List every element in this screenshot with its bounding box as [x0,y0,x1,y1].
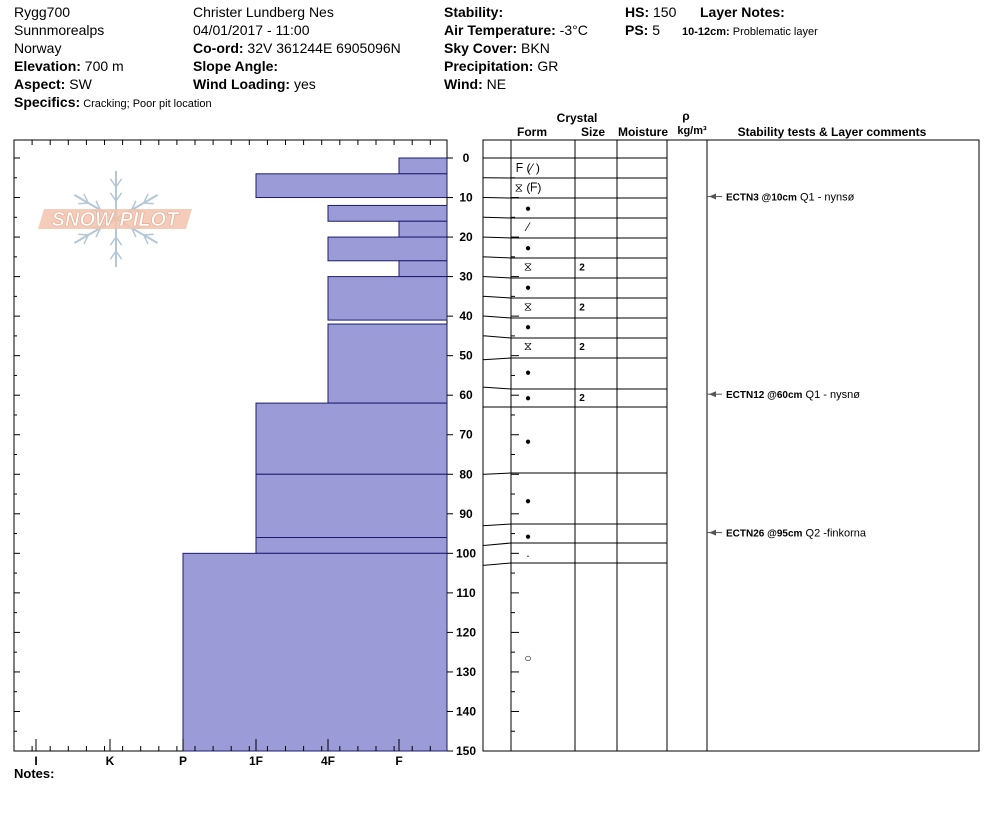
crystal-form-symbol: ᖴ (⁄ ) [516,160,540,175]
depth-tick-label: 120 [455,625,477,640]
header-field: Wind: NE [444,76,507,92]
rho-heading: ρ [682,109,690,123]
depth-tick-label: 150 [455,744,477,758]
crystal-form-symbol: ● [524,495,532,507]
hardness-bar [399,261,447,277]
hardness-bar [256,174,447,198]
hardness-bar [399,221,447,237]
comments-heading: Stability tests & Layer comments [737,125,927,139]
header-field: Co-ord: 32V 361244E 6905096N [193,40,401,56]
header-field: Slope Angle: [193,58,279,74]
layer-notes-label: Layer Notes: [700,4,785,20]
hardness-bar [183,553,447,751]
depth-tick-label: 0 [462,151,470,165]
depth-tick-label: 100 [455,546,477,561]
density-unit-heading: kg/m³ [677,125,707,137]
hardness-tick-label: I [34,754,38,768]
pit-header [14,4,818,110]
layer-connector [483,563,511,565]
layer-connector [483,257,511,258]
stability-test-label: ECTN3 @10cm Q1 - nynsø [726,191,855,204]
crystal-form-symbol: ⧖ [523,299,533,314]
crystal-form-symbol: ● [524,322,532,334]
crystal-form-symbol: · [526,548,530,563]
depth-tick-label: 20 [459,230,473,245]
hardness-bar [328,324,447,403]
depth-tick-label: 60 [459,388,473,403]
header-field: 04/01/2017 - 11:00 [193,22,310,38]
hardness-bar [256,474,447,537]
header-field: Norway [14,40,62,56]
header-field: Rygg700 [14,4,71,20]
hardness-bar [328,277,447,320]
hardness-bar [328,205,447,221]
moisture-heading: Moisture [617,125,669,139]
crystal-form-symbol: ⧖ [523,259,533,274]
test-pointer-arrow [709,391,716,397]
hardness-bar [256,403,447,474]
table-frame [483,140,979,751]
crystal-form-symbol: ○ [524,651,532,666]
layer-table [483,109,979,751]
depth-tick-label: 30 [459,269,473,284]
layer-note: 10-12cm: Problematic layer [682,26,818,38]
layer-connector [483,296,511,298]
hardness-tick-label: 1F [248,754,264,768]
depth-tick-label: 10 [459,190,473,205]
layer-connector [483,336,511,338]
depth-tick-label: 90 [459,506,473,521]
crystal-size-label: 2 [579,262,585,274]
crystal-form-symbol: ● [524,203,532,215]
header-field: Christer Lundberg Nes [193,4,334,20]
crystal-form-symbol: ⁄ [526,220,530,235]
logo-text: SNOW PILOT [51,209,179,231]
depth-tick-label: 80 [459,467,473,482]
snowflake-branch [144,234,154,235]
crystal-size-label: 2 [579,302,585,314]
header-field: Elevation: 700 m [14,58,124,74]
layer-connector [483,237,511,238]
crystal-form-symbol: ● [524,531,532,543]
depth-tick-label: 110 [456,585,476,600]
header-field: Aspect: SW [14,76,92,92]
crystal-form-symbol: ● [524,436,532,448]
crystal-form-symbol: ● [524,367,532,379]
crystal-size-label: 2 [579,393,585,405]
crystal-form-symbol: ● [524,393,532,405]
crystal-form-symbol: ● [524,242,532,254]
layer-connector [483,543,511,545]
layer-connector [483,387,511,389]
hardness-tick-label: F [395,754,403,768]
header-field: Wind Loading: yes [193,76,316,92]
crystal-form-symbol: ⧖ [523,338,533,353]
stability-test-label: ECTN26 @95cm Q2 -finkorna [726,527,867,540]
depth-tick-label: 40 [459,309,473,324]
hardness-bar [399,158,447,174]
header-field: Stability: [444,4,504,20]
crystal-form-symbol: ● [524,282,532,294]
snowflake-branch [144,203,154,204]
depth-tick-label: 130 [455,664,477,679]
layer-connector [483,217,511,218]
hardness-tick-label: K [105,754,115,768]
layer-connector [483,524,511,526]
hardness-bar [256,538,447,554]
snowflake-branch [78,203,88,204]
crystal-form-symbol: ⧖ (ᖴ) [514,180,542,195]
snowflake-branch [78,234,88,235]
stability-tests [707,192,867,540]
layer-connector [483,358,511,360]
crystal-heading: Crystal [556,111,598,125]
header-field: Sunnmorealps [14,22,105,38]
layer-connector [483,316,511,318]
layer-connector [483,473,511,474]
header-field: Precipitation: GR [444,58,559,74]
crystal-size-label: 2 [579,341,585,353]
hardness-tick-label: 4F [320,754,336,768]
hardness-bar [328,237,447,261]
depth-tick-label: 140 [455,704,477,719]
header-field: PS: 5 [625,22,661,38]
size-heading: Size [580,125,606,139]
depth-tick-label: 70 [459,427,473,442]
snowpilot-logo [38,171,192,267]
form-heading: Form [517,125,547,139]
header-field: Air Temperature: -3°C [444,22,588,38]
test-pointer-arrow [709,194,716,200]
header-field: Sky Cover: BKN [444,40,550,56]
hardness-tick-label: P [178,754,188,768]
stability-test-label: ECTN12 @60cm Q1 - nysnø [726,389,860,402]
notes-label: Notes: [14,766,55,781]
header-field: HS: 150 [625,4,677,20]
depth-tick-label: 50 [459,348,473,363]
test-pointer-arrow [709,530,716,536]
layer-connector [483,277,511,278]
specifics-line: Specifics: Cracking; Poor pit location [14,94,212,110]
